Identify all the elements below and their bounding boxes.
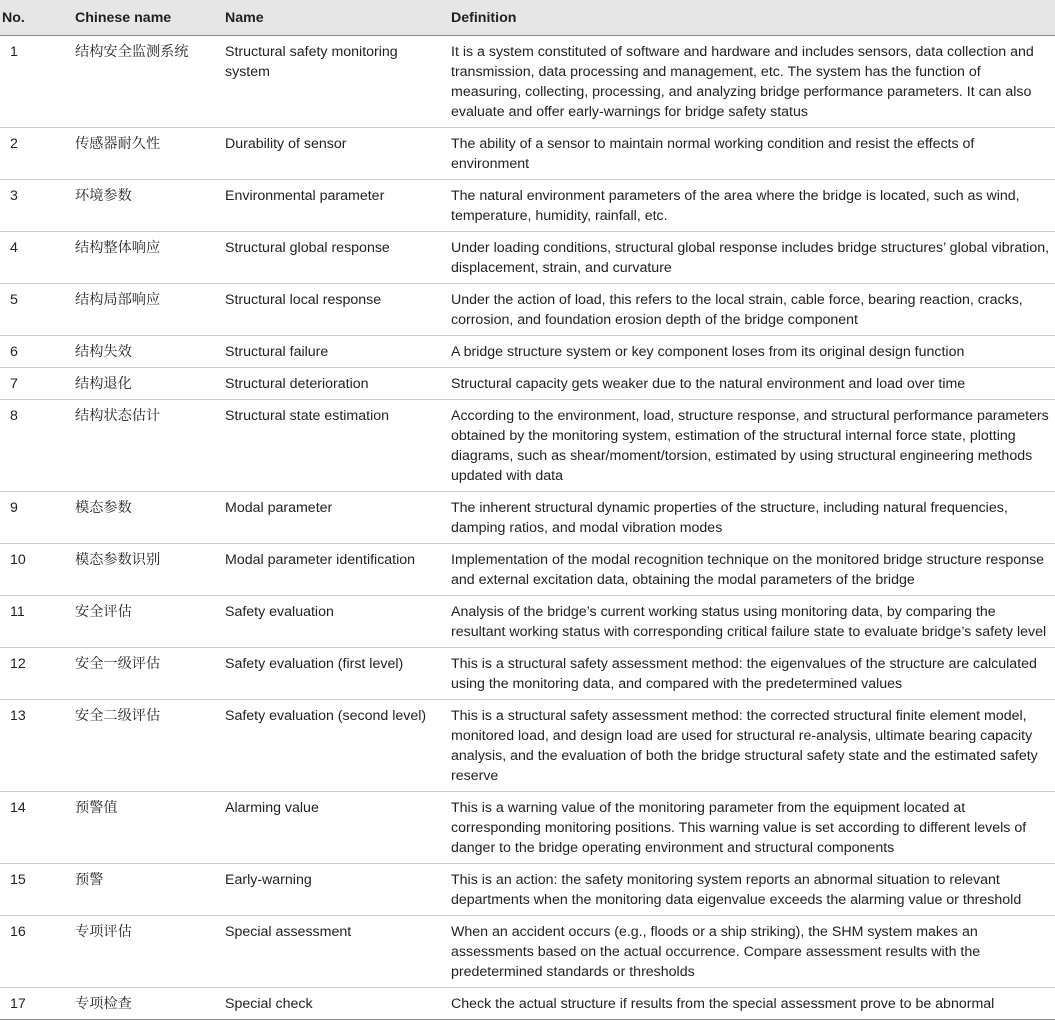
cell-name: Special assessment <box>223 916 449 988</box>
table-row <box>0 988 1055 1020</box>
header-definition: Definition <box>449 0 1055 36</box>
cell-chinese-name: 专项评估 <box>73 916 223 988</box>
table-row <box>0 864 1055 916</box>
cell-chinese-name: 专项检查 <box>73 988 223 1020</box>
header-no: No. <box>0 0 73 36</box>
cell-no: 6 <box>0 336 73 368</box>
cell-chinese-name: 结构安全监测系统 <box>73 36 223 128</box>
cell-definition: Structural capacity gets weaker due to the natural environment and load over time <box>449 368 1055 400</box>
cell-name: Structural failure <box>223 336 449 368</box>
cell-chinese-name: 结构失效 <box>73 336 223 368</box>
table-row <box>0 232 1055 284</box>
cell-definition: Under loading conditions, structural global response includes bridge structures’ global vibration, displacement, strain, and curvature <box>449 232 1055 284</box>
cell-name: Structural state estimation <box>223 400 449 492</box>
cell-name: Structural safety monitoring system <box>223 36 449 128</box>
cell-chinese-name: 模态参数识别 <box>73 544 223 596</box>
cell-no: 3 <box>0 180 73 232</box>
cell-name: Safety evaluation (first level) <box>223 648 449 700</box>
cell-definition: The natural environment parameters of the area where the bridge is located, such as wind, temperature, humidity, rainfall, etc. <box>449 180 1055 232</box>
cell-chinese-name: 安全评估 <box>73 596 223 648</box>
cell-chinese-name: 模态参数 <box>73 492 223 544</box>
cell-definition: This is a structural safety assessment method: the corrected structural finite element model, monitored load, and design load are used for structural re-analysis, ultimate bearing capacity analysis, and the evaluation of both the bridge structural safety state and the estimated safety reserve <box>449 700 1055 792</box>
cell-definition: The inherent structural dynamic properties of the structure, including natural frequencies, damping ratios, and modal vibration modes <box>449 492 1055 544</box>
cell-definition: Check the actual structure if results from the special assessment prove to be abnormal <box>449 988 1055 1020</box>
cell-name: Environmental parameter <box>223 180 449 232</box>
cell-no: 8 <box>0 400 73 492</box>
cell-definition: Under the action of load, this refers to the local strain, cable force, bearing reaction, cracks, corrosion, and foundation erosion depth of the bridge component <box>449 284 1055 336</box>
cell-chinese-name: 结构局部响应 <box>73 284 223 336</box>
cell-name: Durability of sensor <box>223 128 449 180</box>
cell-definition: Analysis of the bridge’s current working status using monitoring data, by comparing the resultant working status with corresponding critical failure state to evaluate bridge’s safety level <box>449 596 1055 648</box>
cell-definition: This is an action: the safety monitoring system reports an abnormal situation to relevant departments when the monitoring data eigenvalue exceeds the alarming value or threshold <box>449 864 1055 916</box>
table-row <box>0 700 1055 792</box>
cell-definition: Implementation of the modal recognition technique on the monitored bridge structure response and external excitation data, obtaining the modal parameters of the bridge <box>449 544 1055 596</box>
cell-chinese-name: 预警值 <box>73 792 223 864</box>
table-header <box>0 0 1055 36</box>
cell-name: Safety evaluation <box>223 596 449 648</box>
cell-no: 17 <box>0 988 73 1020</box>
table-row <box>0 596 1055 648</box>
table-row <box>0 336 1055 368</box>
cell-name: Special check <box>223 988 449 1020</box>
cell-no: 14 <box>0 792 73 864</box>
cell-no: 13 <box>0 700 73 792</box>
cell-name: Structural deterioration <box>223 368 449 400</box>
header-name: Name <box>223 0 449 36</box>
cell-definition: According to the environment, load, structure response, and structural performance parameters obtained by the monitoring system, estimation of the structural internal force state, plotting diagrams, such as shear/moment/torsion, estimated by using structural engineering methods updated with data <box>449 400 1055 492</box>
cell-definition: When an accident occurs (e.g., floods or a ship striking), the SHM system makes an assessments based on the actual occurrence. Compare assessment results with the predetermined standards or thresholds <box>449 916 1055 988</box>
table-row <box>0 128 1055 180</box>
table-row <box>0 792 1055 864</box>
cell-no: 12 <box>0 648 73 700</box>
cell-name: Alarming value <box>223 792 449 864</box>
table-row <box>0 544 1055 596</box>
cell-name: Early-warning <box>223 864 449 916</box>
cell-name: Structural local response <box>223 284 449 336</box>
cell-chinese-name: 环境参数 <box>73 180 223 232</box>
cell-chinese-name: 传感器耐久性 <box>73 128 223 180</box>
cell-definition: The ability of a sensor to maintain normal working condition and resist the effects of environment <box>449 128 1055 180</box>
cell-no: 5 <box>0 284 73 336</box>
cell-no: 2 <box>0 128 73 180</box>
cell-chinese-name: 结构状态估计 <box>73 400 223 492</box>
cell-chinese-name: 预警 <box>73 864 223 916</box>
header-chinese-name: Chinese name <box>73 0 223 36</box>
cell-no: 11 <box>0 596 73 648</box>
cell-chinese-name: 安全一级评估 <box>73 648 223 700</box>
cell-name: Safety evaluation (second level) <box>223 700 449 792</box>
cell-definition: A bridge structure system or key component loses from its original design function <box>449 336 1055 368</box>
table-row <box>0 492 1055 544</box>
cell-chinese-name: 安全二级评估 <box>73 700 223 792</box>
table-row <box>0 368 1055 400</box>
table-body <box>0 36 1055 1020</box>
table-row <box>0 916 1055 988</box>
cell-name: Structural global response <box>223 232 449 284</box>
table-row <box>0 284 1055 336</box>
cell-chinese-name: 结构退化 <box>73 368 223 400</box>
cell-no: 1 <box>0 36 73 128</box>
table-row <box>0 36 1055 128</box>
cell-no: 10 <box>0 544 73 596</box>
table-row <box>0 648 1055 700</box>
cell-no: 15 <box>0 864 73 916</box>
cell-no: 4 <box>0 232 73 284</box>
table-row <box>0 400 1055 492</box>
cell-no: 9 <box>0 492 73 544</box>
cell-definition: It is a system constituted of software and hardware and includes sensors, data collection and transmission, data processing and management, etc. The system has the function of measuring, collecting, processing, and analyzing bridge performance parameters. It can also evaluate and offer early-warnings for bridge safety status <box>449 36 1055 128</box>
table-row <box>0 180 1055 232</box>
cell-no: 16 <box>0 916 73 988</box>
cell-chinese-name: 结构整体响应 <box>73 232 223 284</box>
cell-name: Modal parameter <box>223 492 449 544</box>
cell-name: Modal parameter identification <box>223 544 449 596</box>
cell-definition: This is a warning value of the monitoring parameter from the equipment located at corresponding monitoring positions. This warning value is set according to different levels of danger to the bridge operating environment and structural components <box>449 792 1055 864</box>
cell-no: 7 <box>0 368 73 400</box>
cell-definition: This is a structural safety assessment method: the eigenvalues of the structure are calculated using the monitoring data, and compared with the predetermined values <box>449 648 1055 700</box>
header-row <box>0 0 1055 36</box>
